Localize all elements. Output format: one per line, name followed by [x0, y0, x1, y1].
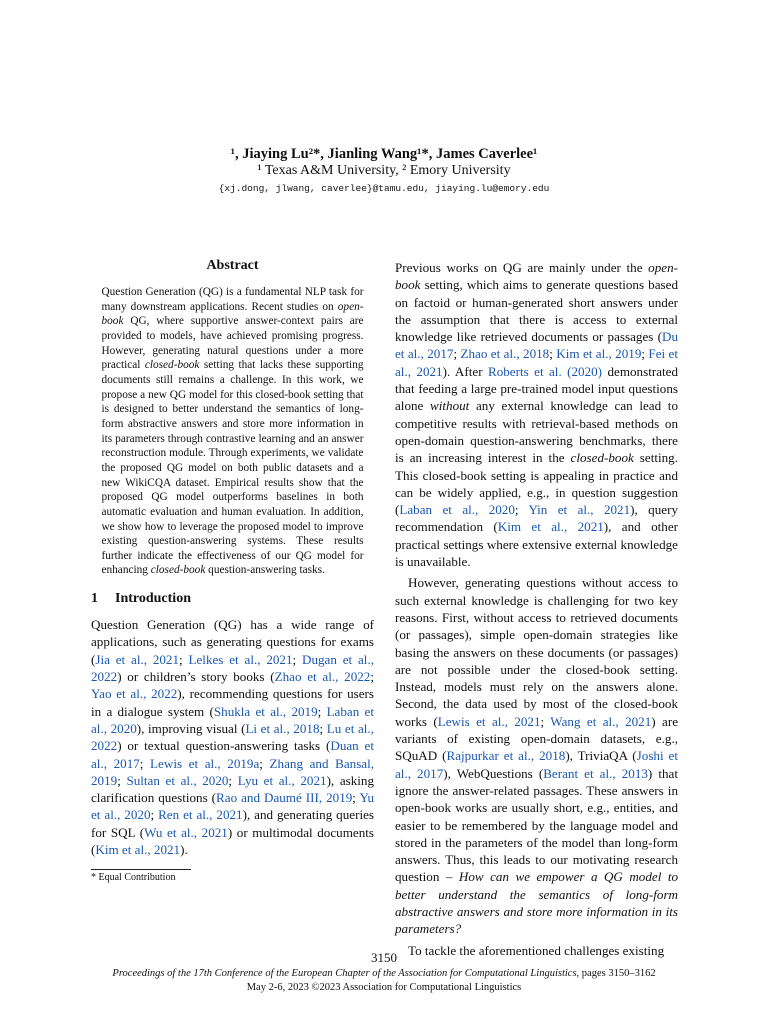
proceedings-footer [0, 967, 768, 995]
citation-link[interactable]: Duan et al., 2017 [91, 738, 375, 771]
text-run: ) or children’s story books ( [117, 669, 275, 685]
citation-link[interactable]: Laban et al., 2020 [399, 502, 515, 518]
abstract-text: QG, where supportive answer-context pairs are provided to models, have achieved promising progress. However, generating natural questions under a more practical [101, 315, 364, 372]
citation-link[interactable]: Yin et al., 2021 [528, 502, 631, 518]
citation-link[interactable]: Wu et al., 2021 [144, 824, 228, 840]
text-run: ; [549, 346, 557, 362]
citation-link[interactable]: Berant et al., 2013 [543, 765, 648, 781]
text-run: However, generating questions without access to such external knowledge is challenging for two key reasons. First, without access to retrieved documents (or passages), simple open-domain strategies like basing the answers on these documents (or passages) are not possible under the closed-book setting. Instead, models must rely on the answers alone. Second, the data used by most of the closed-book works ( [395, 575, 678, 729]
text-run: ; [641, 346, 649, 362]
citation-link[interactable]: Lelkes et al., 2021 [188, 651, 293, 667]
citation-link[interactable]: Du et al., 2017 [395, 329, 678, 362]
left-column [91, 258, 374, 883]
citation-link[interactable]: Wang et al., 2021 [550, 713, 652, 729]
author-3: *, James Caverlee¹ [421, 146, 538, 162]
citation-link[interactable]: Fei et al., 2021 [395, 346, 679, 379]
text-run: ; [139, 755, 151, 771]
citation-link[interactable]: Ren et al., 2021 [158, 807, 243, 823]
text-run: demonstrated that feeding a large pre-trained model input questions alone [395, 363, 678, 414]
author-emails: {xj.dong, jlwang, caverlee}@tamu.edu, jiaying.lu@emory.edu [218, 183, 550, 194]
section-number: 1 [91, 591, 98, 607]
proceedings-line [0, 967, 768, 981]
footnote-equal-contribution: * Equal Contribution [91, 872, 176, 884]
text-run: ; [259, 755, 270, 771]
text-run: ), asking clarification questions ( [91, 772, 375, 806]
page-number: 3150 [371, 950, 397, 965]
abstract-text: question-answering tasks. [205, 564, 325, 577]
right-paragraph-3: To tackle the aforementioned challenges existing [408, 942, 665, 958]
text-run: Previous works on QG are mainly under the [395, 260, 649, 275]
author-list [0, 146, 768, 163]
text-run: ), recommending questions for users in a dialogue system ( [91, 686, 374, 719]
text-run: ; [179, 651, 189, 667]
text-run: ) or textual question-answering tasks ( [117, 738, 331, 754]
text-run: any external knowledge can lead to competitive results with retrieval-based methods on open-domain question-answering benchmarks, there is an increasing interest in the [395, 398, 678, 466]
citation-link[interactable]: Rao and Daumé III, 2019 [216, 790, 353, 806]
text-run: ). [180, 841, 188, 857]
proceedings-venue: Proceedings of the 17th Conference of the European Chapter of the Association for Computational Linguistics [112, 968, 577, 979]
abstract-emphasis: closed-book [144, 359, 200, 372]
abstract-text: Question Generation (QG) is a fundamental NLP task for many downstream applications. Recent studies on [101, 286, 364, 313]
citation-link[interactable]: Jia et al., 2021 [95, 651, 180, 667]
author-1: ¹, Jiaying Lu² [230, 146, 314, 162]
right-column [395, 259, 678, 959]
citation-link[interactable]: Joshi et al., 2017 [395, 748, 678, 781]
copyright-line: May 2-6, 2023 ©2023 Association for Computational Linguistics [246, 982, 522, 993]
citation-link[interactable]: Shukla et al., 2019 [213, 703, 318, 719]
citation-link[interactable]: Dugan et al., 2022 [91, 651, 374, 685]
abstract-body [102, 285, 364, 578]
text-run: Question Generation (QG) has a wide range of applications, such as generating questions for exams ( [91, 617, 374, 667]
citation-link[interactable]: Kim et al., 2021 [497, 519, 604, 535]
author-2: *, Jianling Wang¹ [313, 146, 422, 162]
text-run: ; [540, 713, 551, 729]
citation-link[interactable]: Lyu et al., 2021 [237, 772, 327, 788]
text-run: ), and other practical settings where extensive external knowledge is unavailable. [395, 519, 679, 570]
text-run: ), and generating queries for SQL ( [91, 807, 374, 840]
section-title: Introduction [115, 591, 191, 607]
text-run: ) are variants of existing open-domain datasets, e.g., SQuAD ( [395, 713, 679, 764]
research-question: How can we empower a QG model to better understand the semantics of long-form abstractive answers and store more information in its parameters? [395, 869, 679, 937]
citation-link[interactable]: Lu et al., 2022 [91, 720, 374, 754]
text-run: ), TriviaQA ( [565, 748, 637, 764]
citation-link[interactable]: Kim et al., 2019 [556, 346, 642, 362]
text-run: ) or multimodal documents ( [91, 824, 374, 857]
intro-paragraph [91, 616, 374, 858]
abstract-emphasis: closed-book [150, 564, 206, 577]
text-run: ; [317, 703, 327, 719]
citation-link[interactable]: Sultan et al., 2020 [126, 772, 229, 788]
emphasis-text: closed-book [570, 450, 634, 466]
citation-link[interactable]: Yu et al., 2020 [91, 790, 374, 823]
text-run: ), WebQuestions ( [443, 765, 544, 781]
citation-link[interactable]: Zhang and Bansal, 2019 [91, 755, 375, 788]
text-run: ; [370, 669, 374, 685]
text-run: ; [319, 720, 327, 736]
section-heading-introduction [91, 591, 374, 607]
text-run: ; [117, 772, 127, 788]
citation-link[interactable]: Laban et al., 2020 [91, 703, 374, 736]
affiliations: ¹ Texas A&M University, ² Emory University [257, 163, 511, 178]
text-run: ; [150, 807, 159, 823]
text-run: ; [453, 346, 461, 362]
abstract-text: setting that lacks these supporting documents still remains a challenge. In this work, we propose a new QG model for this closed-book setting that is designed to better understand the semantics of long-form abstractive answers and store more information in its parameters through contrastive learning and an answer reconstruction module. Through experiments, we validate the proposed QG model on both public datasets and a new WikiCQA dataset. Empirical results show that the proposed QG model outperforms baselines in both automatic evaluation and human evaluation. In addition, we show how to leverage the proposed model to improve existing question-answering systems. These results further indicate the effectiveness of our QG model for enhancing [101, 359, 364, 577]
citation-link[interactable]: Li et al., 2018 [245, 720, 320, 736]
emphasis-text: without [430, 398, 470, 414]
text-run: ; [352, 790, 360, 806]
text-run: ). After [442, 363, 488, 379]
emphasis-text: open-book [395, 260, 678, 293]
right-paragraph-1 [395, 259, 678, 570]
citation-link[interactable]: Roberts et al. (2020) [487, 363, 603, 379]
proceedings-pages: , pages 3150–3162 [576, 968, 656, 979]
abstract-emphasis: open-book [101, 300, 364, 328]
text-run: ; [228, 772, 238, 788]
citation-link[interactable]: Lewis et al., 2021 [437, 713, 541, 729]
footnote-divider [91, 869, 191, 870]
text-run: ; [292, 651, 302, 667]
citation-link[interactable]: Yao et al., 2022 [91, 686, 178, 702]
abstract-title: Abstract [206, 258, 259, 273]
citation-link[interactable]: Zhao et al., 2022 [274, 669, 371, 685]
citation-link[interactable]: Zhao et al., 2018 [460, 346, 550, 362]
citation-link[interactable]: Rajpurkar et al., 2018 [446, 748, 566, 764]
text-run: setting. This closed-book setting is appealing in practice and can be widely applied, e.g., in question suggestion ( [395, 450, 678, 518]
citation-link[interactable]: Lewis et al., 2019a [150, 755, 260, 771]
text-run: ), query recommendation ( [395, 502, 678, 535]
right-paragraph-2 [395, 574, 678, 937]
text-run: ; [514, 502, 529, 518]
text-run: ), improving visual ( [136, 720, 246, 736]
text-run: setting, which aims to generate questions based on factoid or human-generated short answers under the assumption that there is access to external knowledge like retrieved documents or passages ( [395, 277, 678, 345]
citation-link[interactable]: Kim et al., 2021 [95, 841, 181, 857]
text-run: ) that ignore the answer-related passages. These answers in open-book works are usually short, e.g., entities, and easier to be remembered by the language model and stored in the parameters of the model than long-form answers. Thus, this leads to our motivating research question – [395, 765, 678, 885]
